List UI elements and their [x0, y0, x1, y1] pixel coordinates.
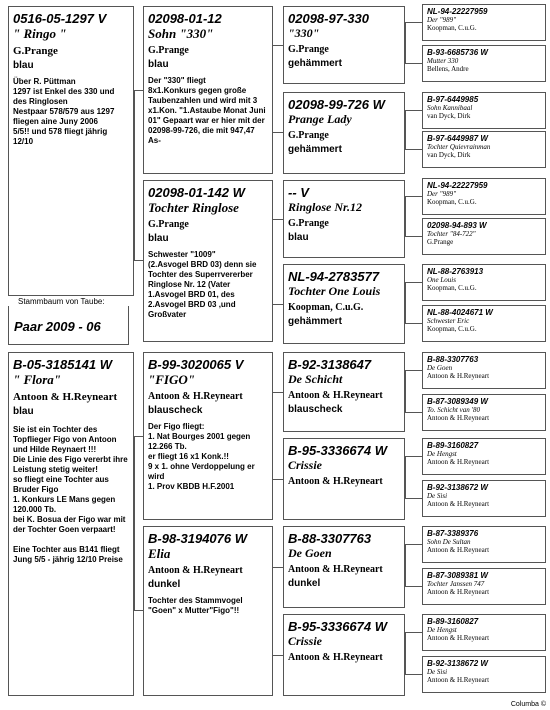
g2-card-0 — [422, 352, 546, 389]
mother2-name: Elia — [148, 546, 171, 561]
g2-name: De Hengst — [427, 450, 457, 458]
g1-ring: NL-94-22227959 — [427, 7, 488, 16]
ff2-owner: Antoon & H.Reyneart — [288, 390, 383, 401]
ff-card — [283, 6, 405, 84]
g1-ring: NL-88-2763913 — [427, 267, 484, 276]
mm-name: Tochter One Louis — [288, 284, 381, 298]
mf2-card — [283, 526, 405, 608]
mother-owner: G.Prange — [148, 219, 189, 230]
g1-name: Tochter "84-722" — [427, 230, 476, 238]
mf-card — [283, 180, 405, 258]
ff-owner: G.Prange — [288, 44, 329, 55]
g2-owner: Antoon & H.Reyneart — [427, 372, 490, 380]
father-card — [143, 6, 273, 174]
g1-owner: van Dyck, Dirk — [427, 151, 471, 159]
subject-ring: 0516-05-1297 V — [13, 11, 107, 26]
mm-owner: Koopman, C.u.G. — [288, 302, 364, 313]
mm2-name: Crissie — [288, 634, 323, 648]
g2-ring: B-92-3138672 W — [427, 659, 488, 668]
father-owner: G.Prange — [148, 45, 189, 56]
mf2-name: De Goen — [288, 546, 332, 560]
fm-card — [283, 92, 405, 174]
fm2-name: Crissie — [288, 458, 323, 472]
mm-color: gehämmert — [288, 316, 342, 327]
subject-name: " Ringo " — [13, 26, 67, 41]
g1-name: Der "989" — [427, 190, 457, 198]
g1-card-4 — [422, 178, 546, 215]
mother2-ring: B-98-3194076 W — [148, 531, 247, 546]
stammbaum-caption: Stammbaum von Taube: — [18, 297, 105, 306]
mf-name: Ringlose Nr.12 — [288, 200, 363, 214]
g2-owner: Antoon & H.Reyneart — [427, 588, 490, 596]
g2-name: Sohn De Sultan — [427, 538, 471, 546]
fm-name: Prange Lady — [288, 112, 352, 126]
g2-ring: B-89-3160827 — [427, 617, 479, 626]
g2-name: De Sisi — [427, 492, 448, 500]
g2-name: Tochter Janssen 747 — [427, 580, 485, 588]
g2-ring: B-89-3160827 — [427, 441, 479, 450]
subject2-note: Sie ist ein Tochter des Topflieger Figo von Antoon und Hilde Reynaert !!! Die Linie des Figo vererbt ihre Leistung stetig weiter! so fliegt eine Tochter aus Bruder Figo 1. Konkurs LE Mans gegen 120.000 Tb. bei K. Bosua der Figo war mit der Tochter Goen verpaart! Eine Tochter aus B141 fliegt Jung 5/5 - jährig 12/10 Preise — [13, 425, 128, 564]
g2-card-4 — [422, 526, 546, 563]
ff-ring: 02098-97-330 — [288, 11, 369, 26]
g2-name: De Goen — [427, 364, 453, 372]
mf2-owner: Antoon & H.Reyneart — [288, 564, 383, 575]
mother2-note: Tochter des Stammvogel "Goen" x Mutter"Figo"!! — [148, 596, 243, 615]
g2-ring: B-87-3089381 W — [427, 571, 488, 580]
g1-card-2 — [422, 92, 546, 129]
fm2-owner: Antoon & H.Reyneart — [288, 476, 383, 487]
mm2-owner: Antoon & H.Reyneart — [288, 652, 383, 663]
subject-color: blau — [13, 60, 34, 71]
g1-owner: Koopman, C.u.G. — [427, 325, 477, 333]
ff2-color: blauscheck — [288, 404, 343, 415]
subject-card — [8, 6, 134, 296]
g2-name: De Sisi — [427, 668, 448, 676]
mm2-card — [283, 614, 405, 696]
g2-card-3 — [422, 480, 546, 517]
paar-title: Paar 2009 - 06 — [14, 319, 101, 334]
g2-owner: Antoon & H.Reyneart — [427, 676, 490, 684]
mf-color: blau — [288, 232, 309, 243]
father2-ring: B-99-3020065 V — [148, 357, 244, 372]
subject-note: Über R. Püttman 1297 ist Enkel des 330 und des Ringlosen Nestpaar 578/579 aus 1297 fliegen aine Juny 2006 5/5!! und 578 fliegt jährig 12/10 — [13, 77, 115, 146]
father2-name: "FIGO" — [148, 372, 195, 387]
g2-owner: Antoon & H.Reyneart — [427, 634, 490, 642]
g1-ring: 02098-94-893 W — [427, 221, 487, 230]
mm2-ring: B-95-3336674 W — [288, 619, 387, 634]
mother2-card — [143, 526, 273, 696]
g2-ring: B-88-3307763 — [427, 355, 479, 364]
subject-owner: G.Prange — [13, 45, 58, 57]
fm-owner: G.Prange — [288, 130, 329, 141]
g2-card-7 — [422, 656, 546, 693]
g1-card-0 — [422, 4, 546, 41]
g2-card-5 — [422, 568, 546, 605]
subject2-color: blau — [13, 406, 34, 417]
mother-color: blau — [148, 233, 169, 244]
father2-owner: Antoon & H.Reyneart — [148, 391, 243, 402]
g1-ring: B-97-6449985 — [427, 95, 479, 104]
g1-ring: B-97-6449987 W — [427, 134, 488, 143]
g1-card-3 — [422, 131, 546, 168]
g2-name: De Hengst — [427, 626, 457, 634]
mf-ring: -- V — [288, 185, 309, 200]
g2-card-1 — [422, 394, 546, 431]
g2-ring: B-92-3138672 W — [427, 483, 488, 492]
g1-name: Sohn Kannibaal — [427, 104, 473, 112]
mf2-ring: B-88-3307763 — [288, 531, 372, 546]
father2-color: blauscheck — [148, 405, 203, 416]
g1-name: Schwester Eric — [427, 317, 470, 325]
g1-owner: Koopman, C.u.G. — [427, 24, 477, 32]
mm-card — [283, 264, 405, 344]
mother-card — [143, 180, 273, 342]
g2-owner: Antoon & H.Reyneart — [427, 458, 490, 466]
subject2-name: " Flora" — [13, 372, 62, 387]
fm-color: gehämmert — [288, 144, 342, 155]
ff2-card — [283, 352, 405, 432]
subject2-owner: Antoon & H.Reyneart — [13, 391, 118, 403]
mother2-owner: Antoon & H.Reyneart — [148, 565, 243, 576]
mm-ring: NL-94-2783577 — [288, 269, 380, 284]
mf-owner: G.Prange — [288, 218, 329, 229]
g1-owner: Koopman, C.u.G. — [427, 284, 477, 292]
g2-name: To. Schicht van '80 — [427, 406, 480, 414]
fm2-card — [283, 438, 405, 520]
fm-ring: 02098-99-726 W — [288, 97, 385, 112]
g2-ring: B-87-3089349 W — [427, 397, 488, 406]
g1-ring: NL-94-22227959 — [427, 181, 488, 190]
mother-ring: 02098-01-142 W — [148, 185, 245, 200]
g1-ring: NL-88-4024671 W — [427, 308, 493, 317]
paar-box — [8, 306, 128, 344]
g1-owner: van Dyck, Dirk — [427, 112, 471, 120]
g2-card-2 — [422, 438, 546, 475]
g2-ring: B-87-3389376 — [427, 529, 479, 538]
g1-name: Tochter Quievrainman — [427, 143, 491, 151]
father2-card — [143, 352, 273, 520]
mother-name: Tochter Ringlose — [148, 200, 239, 215]
g1-ring: B-93-6685736 W — [427, 48, 488, 57]
g1-card-7 — [422, 305, 546, 342]
g1-card-1 — [422, 45, 546, 82]
subject2-card — [8, 352, 134, 696]
fm2-ring: B-95-3336674 W — [288, 443, 387, 458]
g1-owner: G.Prange — [427, 238, 454, 246]
father-color: blau — [148, 59, 169, 70]
g1-name: Mutter 330 — [427, 57, 459, 65]
mf2-color: dunkel — [288, 578, 321, 589]
g2-card-6 — [422, 614, 546, 651]
g1-owner: Bellens, Andre — [427, 65, 469, 73]
father-name: Sohn "330" — [148, 26, 214, 41]
ff-name: "330" — [288, 26, 320, 40]
father-note: Der "330" fliegt 8x1.Konkurs gegen große Taubenzahlen und wird mit 3 x1.Kon. "1.Astaube Monat Juni 01" Gepaart war er hier mit der 02098-99-726, die mit 947,47 As- — [148, 76, 266, 145]
subject2-ring: B-05-3185141 W — [13, 357, 112, 372]
footer-credit: Columba © — [510, 701, 546, 708]
father2-note: Der Figo fliegt: 1. Nat Bourges 2001 gegen 12.266 Tb. er fliegt 16 x1 Konk.!! 9 x 1. ohne Verdoppelung er wird 1. Prov KBDB H.F.2001 — [148, 422, 255, 491]
g1-name: One Louis — [427, 276, 456, 284]
mother2-color: dunkel — [148, 579, 181, 590]
mother-note: Schwester "1009" (2.Asvogel BRD 03) denn sie Tochter des Superrvererber Ringlose Nr. 12 (Vater 1.Asvogel BRD 01, des 2.Asvogel BRD 03 ,und Großvater — [148, 250, 257, 319]
g1-card-5 — [422, 218, 546, 255]
ff2-name: De Schicht — [288, 372, 343, 386]
g1-card-6 — [422, 264, 546, 301]
g2-owner: Antoon & H.Reyneart — [427, 546, 490, 554]
g2-owner: Antoon & H.Reyneart — [427, 500, 490, 508]
father-ring: 02098-01-12 — [148, 11, 222, 26]
ff2-ring: B-92-3138647 — [288, 357, 372, 372]
g1-owner: Koopman, C.u.G. — [427, 198, 477, 206]
g2-owner: Antoon & H.Reyneart — [427, 414, 490, 422]
ff-color: gehämmert — [288, 58, 342, 69]
g1-name: Der "989" — [427, 16, 457, 24]
